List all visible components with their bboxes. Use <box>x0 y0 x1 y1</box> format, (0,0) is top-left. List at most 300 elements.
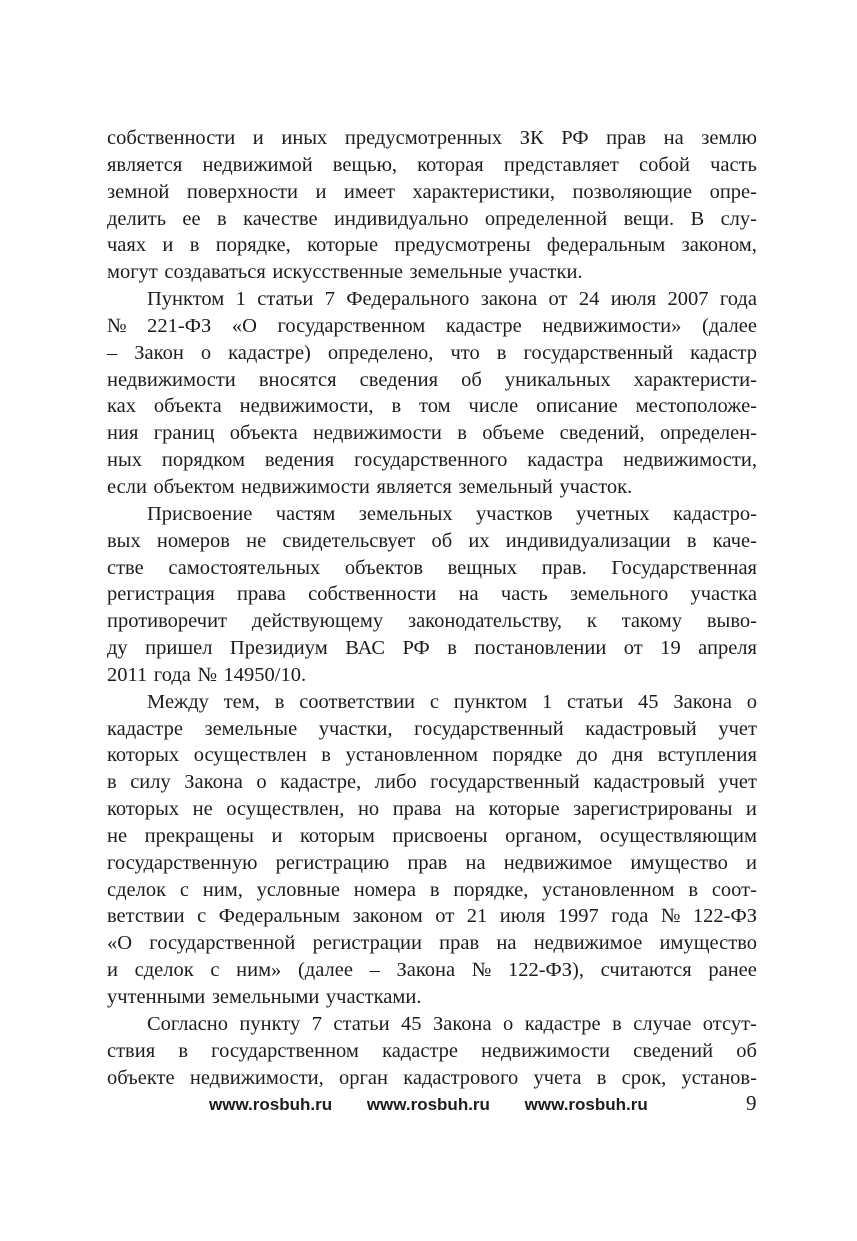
word: осуществлен <box>193 744 307 767</box>
text-line <box>107 662 757 689</box>
word: опре- <box>709 180 757 203</box>
word: года <box>153 663 191 686</box>
word: собственности <box>107 127 236 149</box>
word: которых <box>107 744 180 767</box>
text-line <box>107 608 757 635</box>
word: 122-ФЗ), <box>507 959 584 982</box>
word: недвижимости <box>241 475 370 498</box>
word: с <box>179 878 189 901</box>
word: и <box>162 234 174 257</box>
word: прав <box>407 851 448 874</box>
word: в <box>429 878 440 901</box>
word: тем, <box>223 690 260 713</box>
word: земельными <box>211 986 320 1008</box>
word: установ- <box>681 1066 757 1089</box>
word: чаях <box>107 234 147 257</box>
word: РФ <box>402 637 430 660</box>
text-line <box>107 474 757 501</box>
word: прав <box>439 932 480 955</box>
word: объектов <box>344 556 424 579</box>
word: землю <box>701 127 757 149</box>
word: июля <box>610 288 657 311</box>
text-line <box>107 340 757 367</box>
page-number: 9 <box>746 1091 757 1115</box>
word: соответствии <box>299 690 416 713</box>
word: от <box>623 637 643 660</box>
word: ках <box>107 395 136 418</box>
word: имущество <box>630 851 728 874</box>
word: 1 <box>235 288 246 311</box>
word: кадастровый <box>585 717 697 740</box>
word: установленном <box>542 878 675 901</box>
word: 21 <box>466 905 488 928</box>
word: соот- <box>711 878 757 901</box>
word: регистрация <box>107 583 215 606</box>
word: к <box>586 610 597 633</box>
word: на <box>455 798 476 821</box>
word: с <box>429 690 439 713</box>
word: создаваться <box>164 261 266 284</box>
word: прекращены <box>144 824 254 847</box>
word: земельного <box>569 583 669 606</box>
word: 122-ФЗ <box>692 905 757 928</box>
text-line <box>107 850 757 877</box>
word: участки. <box>508 261 583 284</box>
word: об <box>431 529 453 552</box>
word: Закон <box>134 341 184 364</box>
word: определенной <box>484 207 608 230</box>
word: в <box>391 395 402 418</box>
word: Закона <box>396 959 456 982</box>
word: предусмотрены <box>394 234 531 257</box>
word: № <box>197 663 217 686</box>
word: ствия <box>107 1039 156 1062</box>
word: в <box>321 744 331 767</box>
word: такому <box>621 610 682 633</box>
word: на <box>465 851 486 874</box>
text-line <box>107 447 757 474</box>
text-line <box>107 742 757 769</box>
word: апреля <box>698 637 757 660</box>
word: сделок <box>134 959 194 982</box>
word: и <box>745 851 757 874</box>
word: 2007 <box>667 288 709 311</box>
word: с <box>210 959 220 982</box>
word: недвижимости» <box>542 314 682 337</box>
word: кадастре) <box>228 341 311 364</box>
word: 221-ФЗ <box>147 314 212 337</box>
word: об <box>736 1039 757 1062</box>
word: кадастре <box>107 717 183 740</box>
word: права <box>237 583 286 606</box>
word: о <box>256 771 267 794</box>
word: недвижимое <box>533 932 643 955</box>
word: действующему <box>251 610 384 633</box>
word: учета <box>533 1066 582 1089</box>
word: в <box>457 422 467 445</box>
word: порядке <box>492 744 563 767</box>
word: недвижимости, <box>239 395 374 418</box>
word: и <box>271 824 283 847</box>
word: порядком <box>161 449 245 472</box>
word: № <box>107 314 127 337</box>
text-line <box>107 313 757 340</box>
word: зарегистрированы <box>573 798 733 821</box>
word: качестве <box>243 207 318 230</box>
word: 24 <box>578 288 600 311</box>
word: ведения <box>264 449 335 472</box>
word: – <box>369 959 380 982</box>
word: имеет <box>343 180 396 203</box>
word: числе <box>468 395 519 418</box>
word: ним» <box>236 959 282 982</box>
word: государственный <box>414 717 564 740</box>
word: недвижимой <box>202 153 313 176</box>
word: слу- <box>720 207 757 230</box>
word: объекта <box>229 422 298 445</box>
word: вещи. <box>623 207 675 230</box>
word: прав <box>606 127 647 149</box>
text-line <box>107 393 757 420</box>
word: Пунктом <box>147 288 225 311</box>
word: Федеральным <box>218 905 341 928</box>
word: представляет <box>503 153 619 176</box>
word: осуществляющим <box>599 824 757 847</box>
word: о <box>503 1012 514 1035</box>
text-line <box>107 179 757 206</box>
word: уникальных <box>504 368 611 391</box>
text-line <box>107 769 757 796</box>
text-line <box>107 903 757 930</box>
word: характеристи- <box>633 368 757 391</box>
word: свидетельсвует <box>282 529 416 552</box>
word: собой <box>638 153 690 176</box>
word: Президиум <box>229 637 328 660</box>
word: кадастрового <box>403 1066 519 1089</box>
word: ния <box>107 422 139 445</box>
word: кадастр <box>690 341 757 364</box>
word: пунктом <box>453 690 528 713</box>
word: № <box>660 905 681 928</box>
text-line <box>107 984 757 1011</box>
word: «О <box>107 932 133 955</box>
word: часть <box>710 153 757 176</box>
word: ВАС <box>345 637 386 660</box>
word: самостоятельных <box>168 556 321 579</box>
text-line <box>107 877 757 904</box>
word: учет <box>718 717 757 740</box>
word: участка <box>690 583 757 606</box>
text-line <box>107 957 757 984</box>
word: частям <box>275 502 336 525</box>
word: описание <box>536 395 618 418</box>
word: предусмотренных <box>344 127 503 149</box>
text-line <box>107 501 757 528</box>
word: присвоены <box>392 824 488 847</box>
footer-url[interactable]: www.rosbuh.ru <box>209 1095 333 1114</box>
word: учтенными <box>107 986 206 1008</box>
word: в <box>447 637 457 660</box>
text-line <box>107 1038 757 1065</box>
word: установленном <box>345 744 478 767</box>
word: – <box>107 341 118 364</box>
word: которая <box>417 153 484 176</box>
word: искусственные <box>272 261 403 284</box>
word: сведений <box>633 1039 714 1062</box>
word: часть <box>500 583 548 606</box>
word: 2011 <box>107 663 148 686</box>
word: участок. <box>559 475 633 498</box>
text-line <box>107 528 757 555</box>
word: о <box>746 690 757 713</box>
text-line <box>107 125 757 152</box>
word: иных <box>281 127 328 149</box>
text-line <box>107 259 757 286</box>
word: дня <box>612 744 644 767</box>
word: сведений, <box>559 422 645 445</box>
word: законом, <box>681 234 757 257</box>
word: является <box>107 153 183 176</box>
word: от <box>435 905 455 928</box>
word: в <box>596 1066 607 1089</box>
word: ЗК <box>519 127 544 149</box>
word: стве <box>107 556 144 579</box>
text-line <box>107 796 757 823</box>
word: 1997 <box>557 905 599 928</box>
word: 14950/10. <box>223 663 307 686</box>
word: либо <box>374 771 417 794</box>
text-line <box>107 823 757 850</box>
word: ветствии <box>107 905 185 928</box>
word: (далее <box>297 959 353 982</box>
word: Между <box>147 690 209 713</box>
word: года <box>611 905 649 928</box>
word: о <box>200 341 212 364</box>
word: индивидуализации <box>505 529 671 552</box>
word: кадастре <box>524 1012 601 1035</box>
text-line <box>107 930 757 957</box>
word: местоположе- <box>635 395 757 418</box>
word: делить <box>107 207 167 230</box>
word: определен- <box>660 422 757 445</box>
word: 1 <box>541 690 553 713</box>
word: номера <box>353 878 417 901</box>
word: «О <box>231 314 257 337</box>
text-line <box>107 286 757 313</box>
word: кадастра <box>527 449 604 472</box>
word: государственный <box>430 771 580 794</box>
word: с <box>197 905 207 928</box>
word: позволяющие <box>572 180 693 203</box>
word: имущество <box>659 932 757 955</box>
page-body-text <box>107 125 757 1091</box>
word: кадастро- <box>673 502 757 525</box>
word: ду <box>107 637 128 660</box>
word: и <box>252 127 264 149</box>
word: противоречит <box>107 610 227 633</box>
word: закона <box>480 288 538 311</box>
word: случае <box>633 1012 692 1035</box>
word: государственного <box>354 449 508 472</box>
text-line <box>107 1011 757 1038</box>
word: июля <box>499 905 546 928</box>
word: учет <box>718 771 757 794</box>
word: (далее <box>702 314 757 337</box>
word: государственный <box>523 341 674 364</box>
word: том <box>419 395 451 418</box>
word: РФ <box>561 127 589 149</box>
word: 45 <box>638 690 659 713</box>
word: недвижимости <box>481 1039 610 1062</box>
word: недвижимое <box>503 851 613 874</box>
word: об <box>461 368 482 391</box>
text-line <box>107 206 757 233</box>
word: ранее <box>708 959 757 982</box>
word: недвижимости <box>313 422 442 445</box>
word: вносятся <box>258 368 337 391</box>
word: Согласно <box>147 1012 228 1035</box>
word: пункту <box>239 1012 301 1035</box>
word: кадастровый <box>593 771 705 794</box>
word: земельные <box>204 717 298 740</box>
word: орган <box>339 1066 388 1089</box>
word: земельные <box>409 261 503 284</box>
word: поверхности <box>186 180 298 203</box>
word: органом, <box>505 824 583 847</box>
word: недвижимости <box>107 368 236 391</box>
word: участками. <box>325 986 422 1008</box>
word: ных <box>107 449 142 472</box>
word: что <box>450 341 480 364</box>
word: в <box>688 878 699 901</box>
word: характеристики, <box>412 180 555 203</box>
word: осуществлен, <box>226 798 345 821</box>
word: на <box>458 583 479 606</box>
word: регистрацию <box>275 851 390 874</box>
text-line <box>107 420 757 447</box>
word: не <box>107 824 128 847</box>
word: № <box>471 959 492 982</box>
word: 19 <box>660 637 681 660</box>
word: сведения <box>359 368 439 391</box>
word: в <box>217 207 227 230</box>
word: кадастре, <box>280 771 362 794</box>
word: Присвоение <box>147 502 253 525</box>
word: их <box>468 529 490 552</box>
word: ним, <box>202 878 243 901</box>
word: недвижимости, <box>189 1066 324 1089</box>
word: на <box>663 127 684 149</box>
word: Закона <box>673 690 732 713</box>
word: в <box>612 1012 622 1035</box>
word: года <box>719 288 757 311</box>
word: является <box>376 475 452 498</box>
word: которые <box>307 234 379 257</box>
word: условные <box>256 878 340 901</box>
word: земельных <box>358 502 453 525</box>
word: в <box>274 690 285 713</box>
word: регистрации <box>312 932 422 955</box>
footer-urls <box>209 1095 678 1115</box>
word: 45 <box>401 1012 422 1035</box>
word: в <box>686 529 697 552</box>
text-line <box>107 1065 757 1092</box>
word: но <box>357 798 380 821</box>
word: если <box>107 475 147 498</box>
word: законом <box>352 905 423 928</box>
word: вещью, <box>332 153 398 176</box>
word: участки, <box>318 717 393 740</box>
word: которые <box>488 798 560 821</box>
footer-url[interactable]: www.rosbuh.ru <box>366 1095 490 1114</box>
word: статьи <box>333 1012 390 1035</box>
word: в <box>178 1039 188 1062</box>
word: пришел <box>145 637 213 660</box>
word: сделок <box>107 878 167 901</box>
word: вещных <box>447 556 518 579</box>
word: постановлении <box>474 637 607 660</box>
word: не <box>192 798 213 821</box>
word: кадастре <box>382 1039 458 1062</box>
word: не <box>246 529 267 552</box>
word: прав. <box>541 556 587 579</box>
word: объеме <box>482 422 545 445</box>
text-line <box>107 555 757 582</box>
text-line <box>107 689 757 716</box>
word: статьи <box>257 288 314 311</box>
word: определено, <box>327 341 434 364</box>
word: выво- <box>706 610 757 633</box>
word: и <box>745 798 757 821</box>
word: собственности <box>308 583 437 606</box>
word: 7 <box>324 288 335 311</box>
word: которым <box>299 824 375 847</box>
word: законодательству, <box>407 610 562 633</box>
word: ее <box>182 207 201 230</box>
word: границ <box>153 422 215 445</box>
word: недвижимости, <box>623 449 757 472</box>
word: земной <box>107 180 170 203</box>
word: до <box>577 744 598 767</box>
word: силу <box>130 771 171 794</box>
word: на <box>496 932 517 955</box>
word: отсут- <box>702 1012 757 1035</box>
word: в <box>107 771 117 794</box>
word: каче- <box>712 529 757 552</box>
text-line <box>107 232 757 259</box>
text-line <box>107 635 757 662</box>
word: вступления <box>657 744 757 767</box>
word: государственном <box>211 1039 359 1062</box>
word: государственную <box>107 851 258 874</box>
word: Государственная <box>611 556 757 579</box>
word: вых <box>107 529 141 552</box>
word: В <box>690 207 705 230</box>
word: объектом <box>153 475 235 498</box>
word: статьи <box>567 690 624 713</box>
word: Федерального <box>346 288 470 311</box>
footer-url[interactable]: www.rosbuh.ru <box>524 1095 648 1114</box>
text-line <box>107 152 757 179</box>
word: земельный <box>458 475 553 498</box>
word: в <box>496 341 507 364</box>
word: учетных <box>576 502 650 525</box>
word: порядке, <box>453 878 529 901</box>
word: кадастре <box>445 314 522 337</box>
text-line <box>107 581 757 608</box>
word: объекта <box>153 395 222 418</box>
text-line <box>107 367 757 394</box>
